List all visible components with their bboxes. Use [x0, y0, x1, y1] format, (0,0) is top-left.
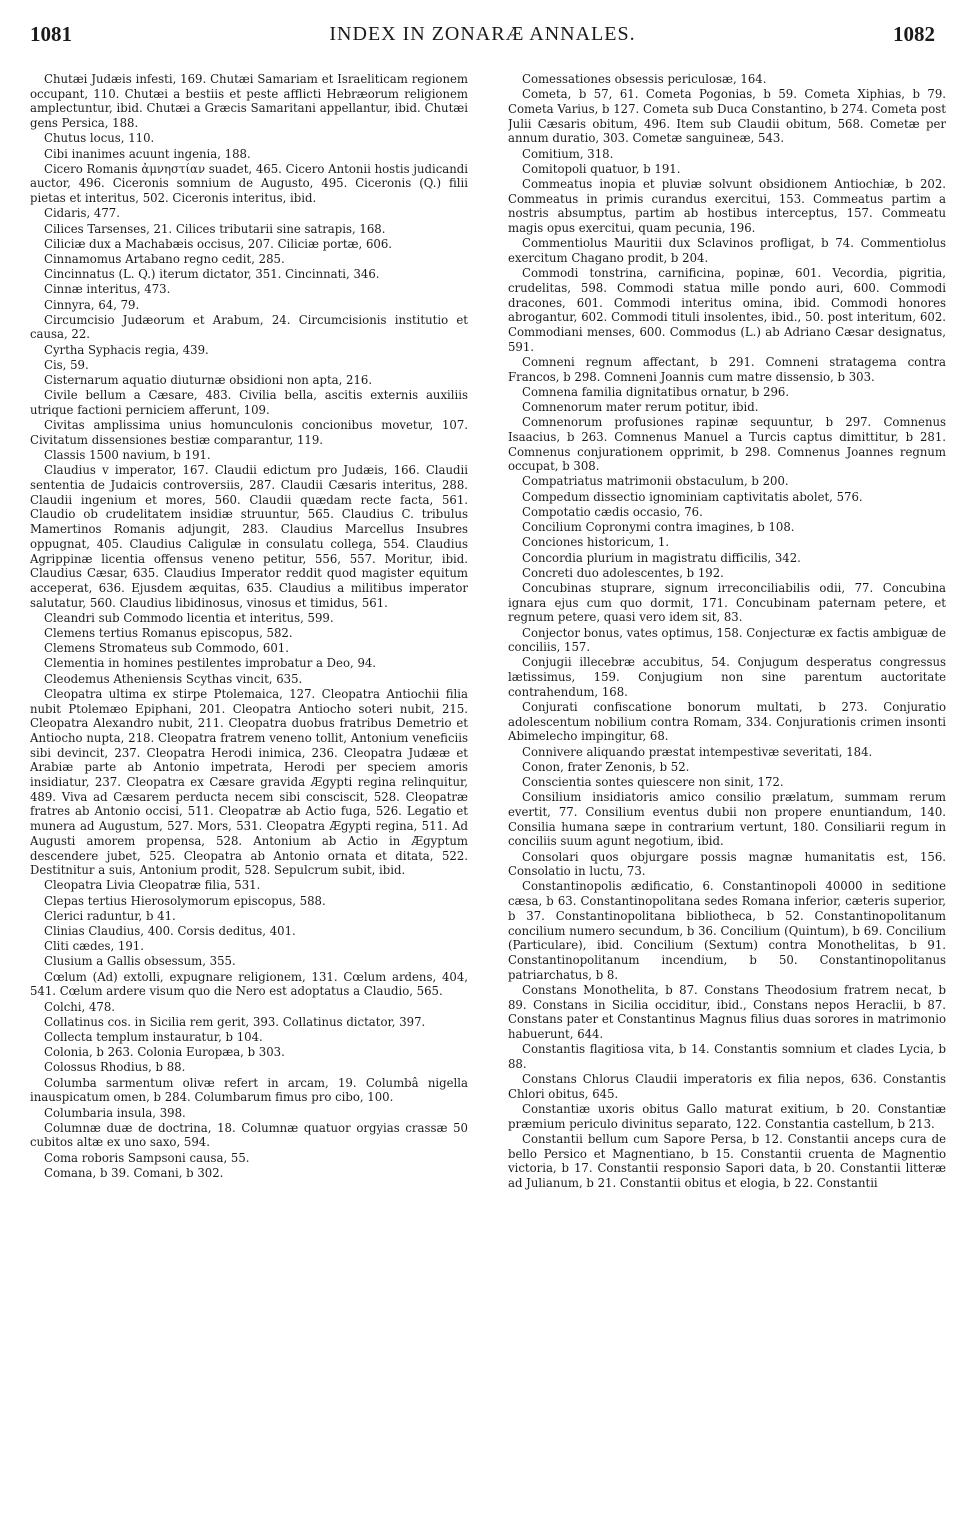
index-entry: Conon, frater Zenonis, b 52. — [522, 759, 690, 774]
index-entry: Colonia, b 263. Colonia Europæa, b 303. — [44, 1045, 285, 1060]
index-entry: Constantii bellum cum Sapore Persa, b 12. Constantii anceps cura de bello Persico et Magnentiano, b 15. Constantii cruenta de Magnentio victoria, b 17. Constantii responsio Sapori data, b 20. Constantii litteræ ad Julianum, b 21. Constantii obitus et elogia, b 22. Constantii — [508, 1131, 946, 1191]
index-entry: Chutus locus, 110. — [44, 131, 155, 146]
index-entry: Cleodemus Atheniensis Scythas vincit, 635. — [44, 671, 303, 686]
page-number-left: 1081 — [30, 22, 72, 46]
index-entry: Comneni regnum affectant, b 291. Comneni stratagema contra Francos, b 298. Comneni Joannis cum matre dissensio, b 303. — [508, 354, 946, 384]
index-entry: Collecta templum instauratur, b 104. — [44, 1030, 263, 1044]
index-entry: Compedum dissectio ignominiam captivitatis abolet, 576. — [522, 489, 863, 504]
index-entry: Cibi inanimes acuunt ingenia, 188. — [44, 146, 251, 161]
index-entry: Columbaria insula, 398. — [44, 1105, 186, 1120]
index-entry: Colchi, 478. — [44, 999, 115, 1014]
index-entry: Compotatio cædis occasio, 76. — [522, 504, 703, 519]
index-entry: Clerici raduntur, b 41. — [44, 908, 176, 923]
index-entry: Clementia in homines pestilentes improbatur a Deo, 94. — [44, 656, 377, 671]
index-entry: Civitas amplissima unius homunculonis concionibus movetur, 107. Civitatum dissensiones bestiæ comparantur, 119. — [30, 418, 468, 447]
index-entry: Cyrtha Syphacis regia, 439. — [44, 342, 209, 357]
index-entry: Cinnæ interitus, 473. — [44, 282, 171, 297]
index-entry: Cleopatra ultima ex stirpe Ptolemaica, 127. Cleopatra Antiochii filia nubit Ptolemæo Epiphani, 201. Cleopatra Antiocho soteri nubit, 215. Cleopatra Alexandro nubit, 211. Cleopatra duobus fratribus Demetrio et Antiocho nupta, 218. Cleopatra fratrem veneno tollit, Antonium veneficiis sibi devincit, 237. Cleopatra Herodi inimica, 236. Cleopatra Judææ et Arabiæ parte ab Antonio impetrata, Herodi per speciem amoris insidiatur, 237. Cleopatra ex Cæsare gravida Ægypti regina relinquitur, 489. Viva ad Cæsarem perducta necem sibi consciscit, 528. Cleopatræ fratres ab Antonio occisi, 511. Cleopatræ ab Actio fuga, 526. Legatio et munera ad Augustum, 527. Mors, 531. Cleopatra Ægypti regina, 511. Ad Augusti amorem propensa, 528. Antonium ab Actio in Ægyptum descendere jubet, 525. Cleopatra ab Antonio ornata et ditata, 522. Destitnitur a suis, Antonium prodit, 528. Sepulcrum subit, ibid. — [30, 686, 468, 878]
index-entry: Constantiæ uxoris obitus Gallo maturat exitium, b 20. Constantiæ præmium periculo divinitus separato, 122. Constantia castellum, b 213. — [508, 1102, 946, 1131]
index-entry: Clusium a Gallis obsessum, 355. — [44, 954, 236, 969]
index-entry: Constantis flagitiosa vita, b 14. Constantis somnium et clades Lycia, b 88. — [508, 1042, 946, 1071]
index-entry: Ciliciæ dux a Machabæis occisus, 207. Ciliciæ portæ, 606. — [44, 236, 392, 251]
index-entry: Concilium Copronymi contra imagines, b 108. — [522, 520, 795, 535]
index-entry: Cleopatra Livia Cleopatræ filia, 531. — [44, 878, 261, 893]
index-entry: Comnena familia dignitatibus ornatur, b 296. — [522, 384, 790, 399]
index-entry: Cincinnatus (L. Q.) iterum dictator, 351. Cincinnati, 346. — [44, 267, 380, 282]
index-entry: Columba sarmentum olivæ refert in arcam, 19. Columbâ nigella inauspicatum omen, b 284. Columbarum fimus pro cibo, 100. — [30, 1075, 468, 1105]
index-entry: Consolari quos objurgare possis magnæ humanitatis est, 156. Consolatio in luctu, 73. — [508, 849, 946, 879]
index-entry: Clinias Claudius, 400. Corsis deditus, 401. — [44, 924, 296, 939]
index-entry: Cisternarum aquatio diuturnæ obsidioni non apta, 216. — [44, 373, 373, 388]
index-entry: Commentiolus Mauritii dux Sclavinos profligat, b 74. Commentiolus exercitum Chagano prodit, b 204. — [508, 236, 946, 265]
index-entry: Concubinas stuprare, signum irreconciliabilis odii, 77. Concubina ignara ejus cum quo dormit, 171. Concubinam paternam petere, et regnum petere, quasi vero idem sit, 83. — [508, 580, 946, 625]
index-entry: Colossus Rhodius, b 88. — [44, 1060, 186, 1075]
index-entry: Cometa, b 57, 61. Cometa Pogonias, b 59. Cometa Xiphias, b 79. Cometa Varius, b 127. Cometa sub Duca Constantino, b 274. Cometa post Julii Cæsaris obitum, 496. Item sub Claudii obitum, 568. Cometæ per annum duratio, 303. Cometæ sanguineæ, 543. — [508, 87, 946, 146]
index-entry: Commeatus inopia et pluviæ solvunt obsidionem Antiochiæ, b 202. Commeatus in primis curandus exercitui, 153. Commeatus partim a nostris absumptus, partim ab hostibus interceptus, 157. Commeatu magis opus exercitui, quam pecunia, 196. — [508, 176, 946, 236]
index-entry: Comnenorum mater rerum potitur, ibid. — [522, 399, 759, 414]
index-entry: Constans Monothelita, b 87. Constans Theodosium fratrem necat, b 89. Constans in Sicilia occiditur, ibid., Constans nepos Heraclii, b 87. Constans pater et Constantinus Magnus filius duas sorores in matrimonio habuerunt, 644. — [508, 982, 946, 1041]
index-entry: Cleandri sub Commodo licentia et interitus, 599. — [44, 610, 334, 625]
index-entry: Cinnyra, 64, 79. — [44, 297, 140, 312]
index-entry: Constantinopolis ædificatio, 6. Constantinopoli 40000 in seditione cæsa, b 63. Constantinopolitana sedes Romana inferior, cæteris superior, b 37. Constantinopolitana bibliotheca, b 52. Constantinopolitanum concilium numero secundum, b 36. Concilium (Quintum), b 69. Concilium (Particulare), ibid. Concilium (Sextum) contra Monothelitas, b 91. Constantinopolitanum incendium, b 50. Constantinopolitanus patriarchatus, b 8. — [508, 879, 946, 982]
index-entry: Concordia plurium in magistratu difficilis, 342. — [522, 550, 801, 565]
index-entry: Comitopoli quatuor, b 191. — [522, 161, 681, 176]
index-entry: Civile bellum a Cæsare, 483. Civilia bella, ascitis externis auxiliis utrique factioni perniciem afferunt, 109. — [30, 388, 468, 417]
index-entry: Cis, 59. — [44, 357, 89, 372]
page-header — [30, 22, 935, 54]
index-entry: Columnæ duæ de doctrina, 18. Columnæ quatuor orgyias crassæ 50 cubitos altæ ex uno saxo, 594. — [30, 1120, 468, 1150]
index-entry: Cinnamomus Artabano regno cedit, 285. — [44, 251, 285, 266]
page-title: INDEX IN ZONARÆ ANNALES. — [329, 23, 636, 45]
index-column-left — [30, 72, 468, 1522]
index-entry: Cicero Romanis ἀμνηστίαν suadet, 465. Cicero Antonii hostis judicandi auctor, 496. Ciceronis somnium de Augusto, 495. Ciceronis (Q.) filii pietas et interitus, 502. Ciceronis interitus, ibid. — [30, 161, 468, 206]
index-entry: Concreti duo adolescentes, b 192. — [522, 565, 724, 580]
index-entry: Circumcisio Judæorum et Arabum, 24. Circumcisionis institutio et causa, 22. — [30, 312, 468, 342]
index-column-right — [508, 72, 946, 1522]
index-entry: Clepas tertius Hierosolymorum episcopus, 588. — [44, 893, 326, 908]
index-entry: Cliti cædes, 191. — [44, 939, 144, 954]
index-entry: Conciones historicum, 1. — [522, 535, 670, 550]
index-entry: Conjurati confiscatione bonorum multati, b 273. Conjuratio adolescentum nobilium contra Romam, 334. Conjurationis crimen insonti Abimelecho impingitur, 68. — [508, 700, 946, 744]
index-entry: Conjugii illecebræ accubitus, 54. Conjugum desperatus congressus lætissimus, 159. Conjugium non sine parentum auctoritate contrahendum, 168. — [508, 655, 946, 699]
index-entry: Comnenorum profusiones rapinæ sequuntur, b 297. Comnenus Isaacius, b 263. Comnenus Manuel a Turcis captus dimittitur, b 281. Comnenus conjurationem opprimit, b 298. Comnenus Joannes regnum occupat, b 308. — [508, 415, 946, 474]
index-entry: Comessationes obsessis periculosæ, 164. — [522, 72, 767, 86]
index-entry: Consilium insidiatoris amico consilio prælatum, summam rerum evertit, 77. Consilium eventus dubii non propere enuntiandum, 140. Consilia humana sæpe in contrarium vertunt, 180. Consiliarii regum in conciliis suum agunt negotium, ibid. — [508, 790, 946, 849]
index-entry: Coma roboris Sampsoni causa, 55. — [44, 1150, 250, 1165]
index-entry: Cidaris, 477. — [44, 206, 120, 221]
index-entry: Chutæi Judæis infesti, 169. Chutæi Samariam et Israeliticam regionem occupant, 110. Chutæi a bestiis et peste afflicti Hebræorum religionem amplectuntur, ibid. Chutæi a Græcis Samaritani appellantur, ibid. Chutæi gens Persica, 188. — [30, 72, 468, 131]
index-entry: Clemens tertius Romanus episcopus, 582. — [44, 626, 293, 641]
index-entry: Cœlum (Ad) extolli, expugnare religionem, 131. Cœlum ardens, 404, 541. Cœlum ardere visum quo die Nero est adoptatus a Claudio, 565. — [30, 969, 468, 999]
index-entry: Collatinus cos. in Sicilia rem gerit, 393. Collatinus dictator, 397. — [44, 1014, 426, 1029]
index-entry: Classis 1500 navium, b 191. — [44, 448, 211, 463]
index-entry: Commodi tonstrina, carnificina, popinæ, 601. Vecordia, pigritia, crudelitas, 598. Commodi statua mille pondo auri, 600. Commodi dracones, 601. Commodi interitus omina, ibid. Commodi honores abrogantur, 602. Commodi tituli insolentes, ibid., 50. post interitum, 602. Commodiani menses, 600. Commodus (L.) ab Adriano Cæsar designatus, 591. — [508, 266, 946, 354]
index-entry: Compatriatus matrimonii obstaculum, b 200. — [522, 474, 789, 489]
index-entry: Comana, b 39. Comani, b 302. — [44, 1165, 224, 1180]
index-entry: Constans Chlorus Claudii imperatoris ex filia nepos, 636. Constantis Chlori obitus, 645. — [508, 1072, 946, 1101]
index-entry: Comitium, 318. — [522, 146, 614, 161]
page-number-right: 1082 — [893, 22, 935, 46]
index-entry: Claudius v imperator, 167. Claudii edictum pro Judæis, 166. Claudii sententia de Judaicis controversiis, 287. Claudii Cæsaris interitus, 288. Claudii ingenium et mores, 560. Claudii quædam recte facta, 561. Claudio ob crudelitatem insidiæ struuntur, 565. Claudius C. tribulus Mamertinos Romanis adjungit, 283. Claudius Marcellus Insubres oppugnat, 405. Claudius Caligulæ in consulatu collega, 554. Claudius Agrippinæ licentia offensus veneno petitur, 556, 557. Moritur, ibid. Claudius Cæsar, 635. Claudius Imperator reddit quod magister equitum acceperat, 636. Ejusdem æquitas, 635. Claudius a militibus imperator salutatur, 560. Claudius libidinosus, vinosus et timidus, 561. — [30, 463, 468, 610]
index-entry: Clemens Stromateus sub Commodo, 601. — [44, 641, 289, 656]
index-entry: Cilices Tarsenses, 21. Cilices tributarii sine satrapis, 168. — [44, 221, 386, 236]
index-entry: Conjector bonus, vates optimus, 158. Conjecturæ ex factis ambiguæ de conciliis, 157. — [508, 625, 946, 655]
index-entry: Conscientia sontes quiescere non sinit, 172. — [522, 775, 784, 790]
index-entry: Connivere aliquando præstat intempestivæ severitati, 184. — [522, 744, 873, 759]
